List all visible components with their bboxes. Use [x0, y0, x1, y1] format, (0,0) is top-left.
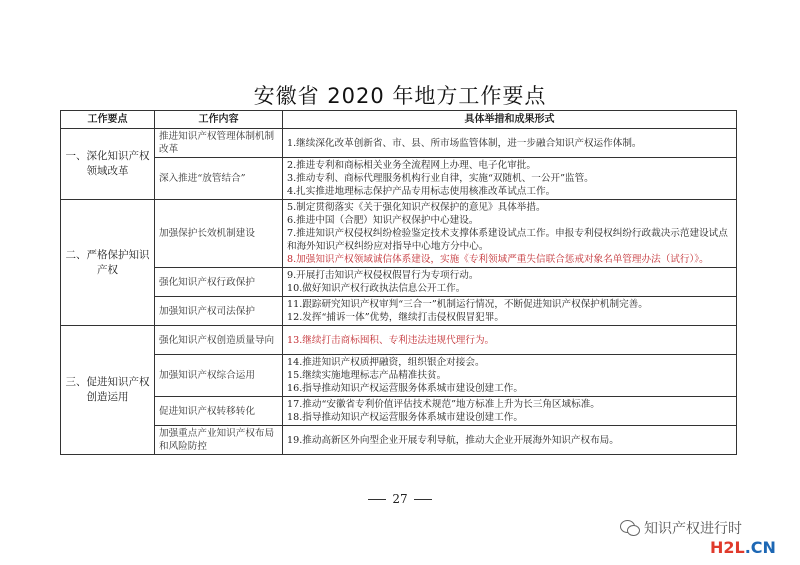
- measures-cell: [283, 129, 737, 158]
- table-row: [61, 129, 737, 158]
- measure-item: 17.推动“安徽省专利价值评估技术规范”地方标准上升为长三角区域标准。: [287, 399, 600, 410]
- content-cell: 加强知识产权司法保护: [155, 297, 283, 326]
- measures-cell: [283, 158, 737, 200]
- measure-item: 12.发挥“捕诉一体”优势，继续打击侵权假冒犯罪。: [287, 312, 504, 323]
- category-cell: 三、促进知识产权创造运用: [61, 326, 155, 455]
- table-row: [61, 326, 737, 355]
- table-row: [61, 297, 737, 326]
- measure-item: 7.推进知识产权侵权纠纷检验鉴定技术支撑体系建设试点工作。申报专利侵权纠纷行政裁决示范建设试点和海外知识产权纠纷应对指导中心地方分中心。: [287, 228, 728, 252]
- table-header-row: [61, 111, 737, 129]
- measure-item: 19.推动高新区外向型企业开展专利导航，推动大企业开展海外知识产权布局。: [287, 434, 619, 446]
- measures-cell: [283, 426, 737, 455]
- table-row: [61, 355, 737, 397]
- measure-item: 9.开展打击知识产权侵权假冒行为专项行动。: [287, 270, 479, 281]
- measure-item: 1.继续深化改革创新省、市、县、所市场监管体制，进一步融合知识产权运作体制。: [287, 137, 642, 149]
- measures-cell: [283, 326, 737, 355]
- watermark-text: 知识产权进行时: [644, 521, 742, 537]
- table-row: [61, 158, 737, 200]
- page-number: [0, 492, 800, 506]
- watermark: [620, 518, 742, 538]
- wechat-icon: [620, 520, 640, 536]
- content-cell: 加强保护长效机制建设: [155, 200, 283, 268]
- header-measures: 具体举措和成果形式: [283, 111, 737, 129]
- measure-item: 15.继续实施地理标志产品精准扶贫。: [287, 370, 447, 381]
- site-logo-cn: .CN: [744, 538, 776, 557]
- measure-item: 4.扎实推进地理标志保护产品专用标志使用核准改革试点工作。: [287, 186, 556, 197]
- measure-item: 18.指导推动知识产权运营服务体系城市建设创建工作。: [287, 412, 523, 423]
- table-row: [61, 268, 737, 297]
- measure-item: 16.指导推动知识产权运营服务体系城市建设创建工作。: [287, 383, 523, 394]
- table-row: [61, 397, 737, 426]
- page-number-dash-left: [368, 499, 386, 500]
- measures-cell: [283, 397, 737, 426]
- content-cell: 强化知识产权创造质量导向: [155, 326, 283, 355]
- measures-cell: [283, 268, 737, 297]
- measure-item-highlighted: 8.加强知识产权领域诚信体系建设，实施《专利领域严重失信联合惩戒对象名单管理办法（试行）》。: [287, 254, 709, 265]
- content-cell: 强化知识产权行政保护: [155, 268, 283, 297]
- header-work-point: 工作要点: [61, 111, 155, 129]
- measure-item: 11.跟踪研究知识产权审判“三合一”机制运行情况，不断促进知识产权保护机制完善。: [287, 299, 648, 310]
- measures-cell: [283, 200, 737, 268]
- measures-cell: [283, 297, 737, 326]
- table-row: [61, 426, 737, 455]
- category-cell: 二、严格保护知识产权: [61, 200, 155, 326]
- content-cell: 推进知识产权管理体制机制改革: [155, 129, 283, 158]
- table-row: [61, 200, 737, 268]
- page-number-text: 27: [392, 492, 408, 506]
- content-cell: 加强知识产权综合运用: [155, 355, 283, 397]
- content-cell: 深入推进“放管结合”: [155, 158, 283, 200]
- site-logo-h2l: H2L: [710, 538, 745, 557]
- page-title: 安徽省 2020 年地方工作要点: [253, 84, 547, 108]
- measure-item: 3.推动专利、商标代理服务机构行业自律，实施“双随机、一公开”监管。: [287, 173, 594, 184]
- measure-item: 14.推进知识产权质押融资，组织银企对接会。: [287, 357, 485, 368]
- page-number-dash-right: [414, 499, 432, 500]
- measure-item-highlighted: 13.继续打击商标囤积、专利违法违规代理行为。: [287, 334, 495, 346]
- measure-item: 2.推进专利和商标相关业务全流程网上办理、电子化审批。: [287, 160, 536, 171]
- work-points-table: [60, 110, 737, 455]
- content-cell: 加强重点产业知识产权布局和风险防控: [155, 426, 283, 455]
- measure-item: 6.推进中国（合肥）知识产权保护中心建设。: [287, 215, 479, 226]
- measures-cell: [283, 355, 737, 397]
- measure-item: 10.做好知识产权行政执法信息公开工作。: [287, 283, 466, 294]
- site-logo: [710, 538, 776, 557]
- category-cell: 一、深化知识产权领域改革: [61, 129, 155, 200]
- content-cell: 促进知识产权转移转化: [155, 397, 283, 426]
- measure-item: 5.制定贯彻落实《关于强化知识产权保护的意见》具体举措。: [287, 202, 546, 213]
- header-work-content: 工作内容: [155, 111, 283, 129]
